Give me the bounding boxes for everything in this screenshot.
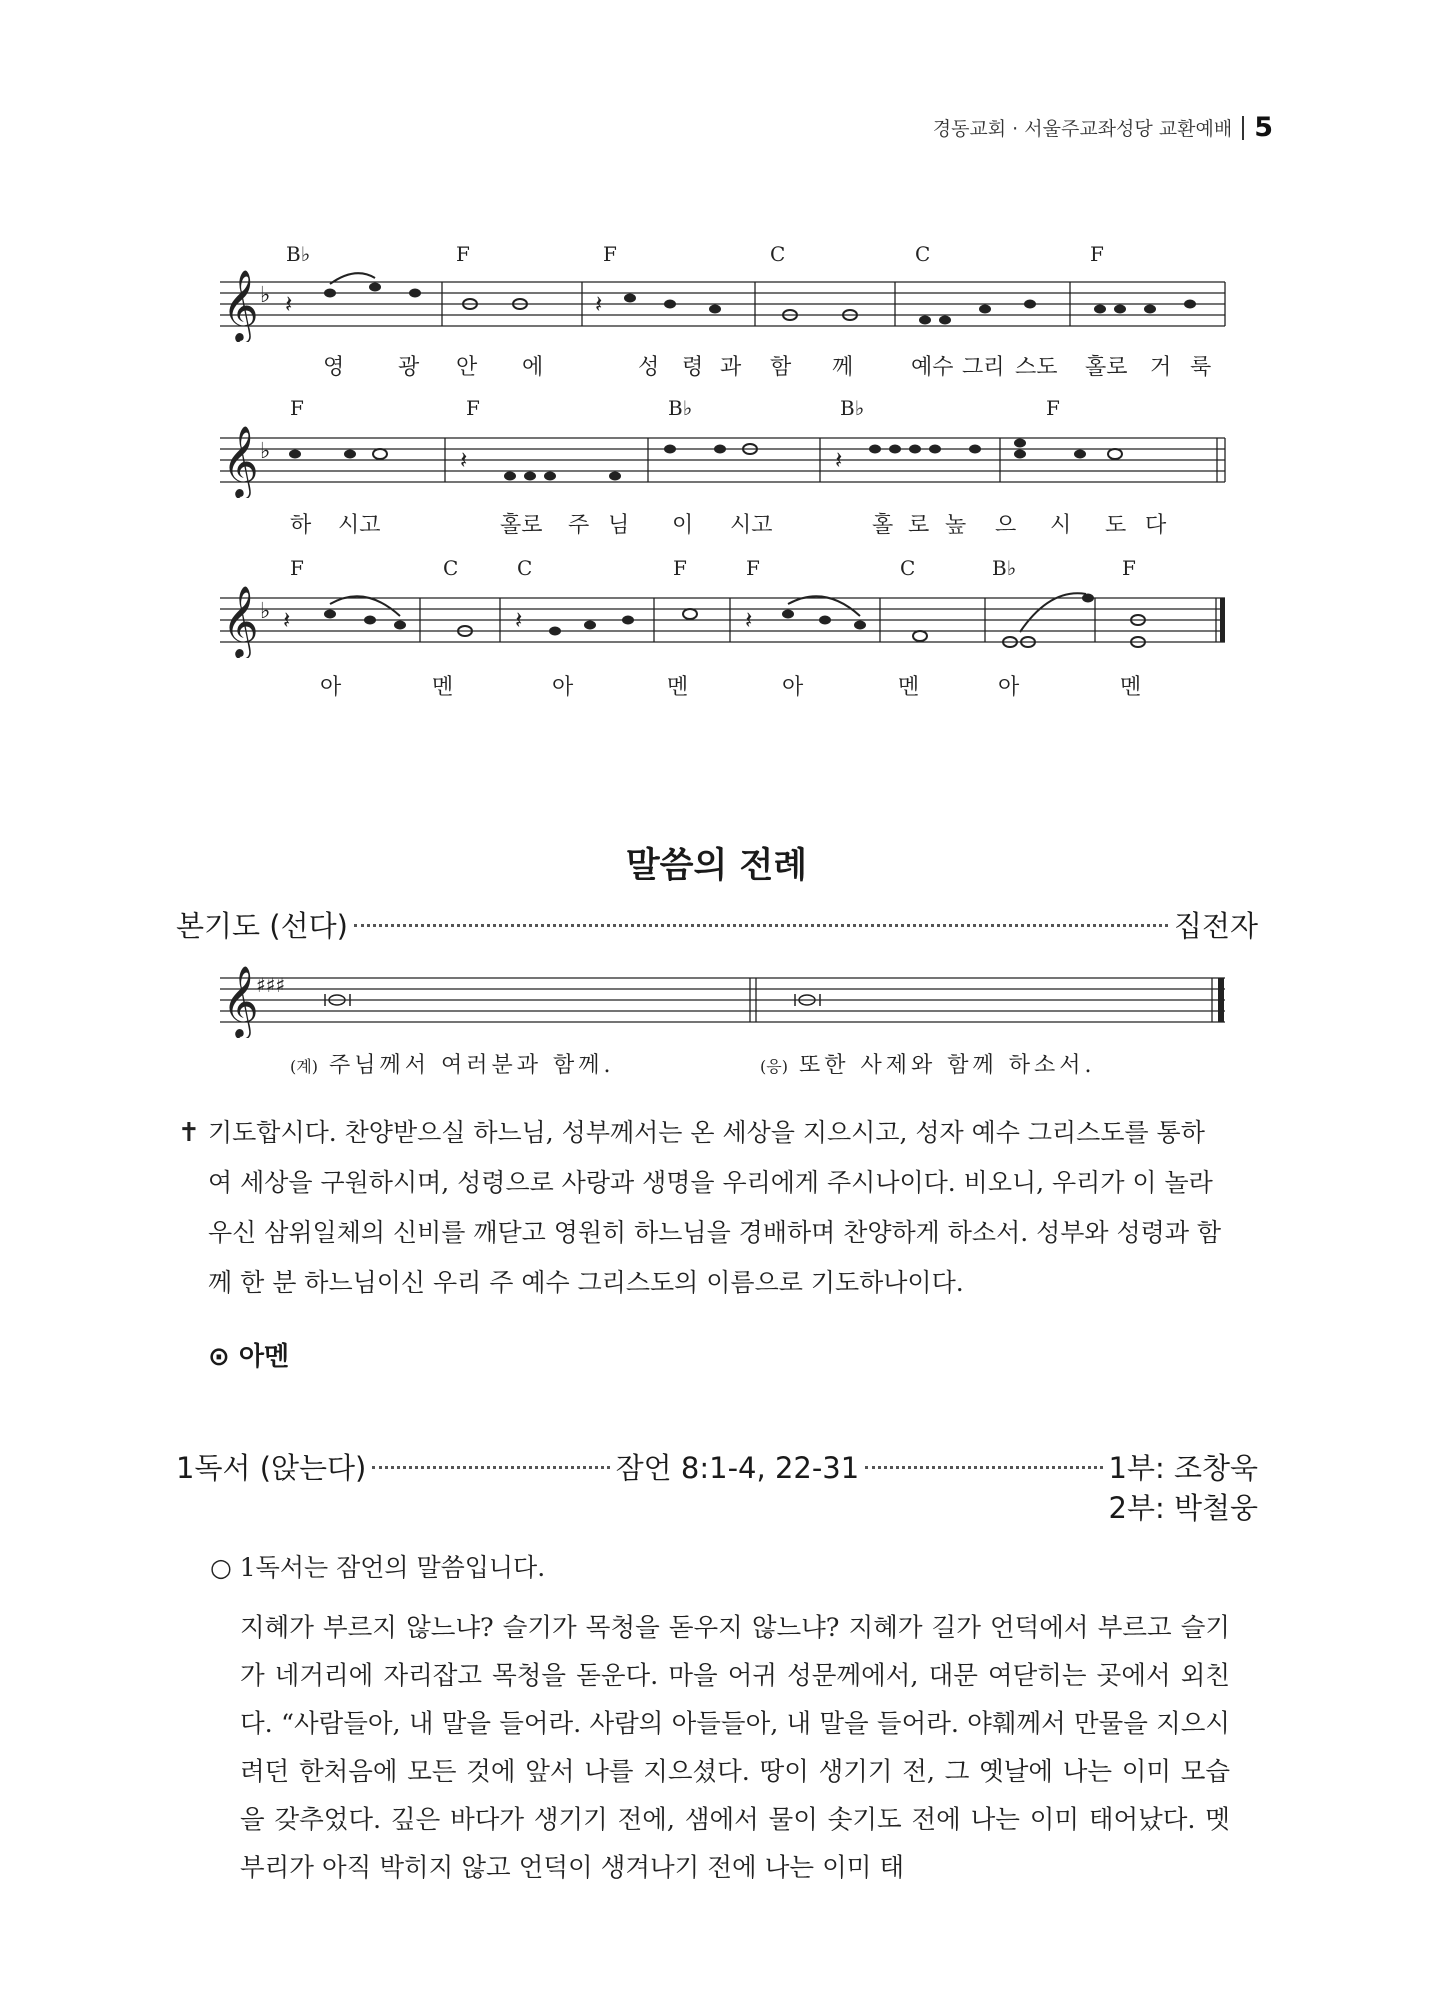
lyric-syllable: 성 — [638, 355, 660, 380]
lyric-syllable: 룩 — [1190, 355, 1212, 380]
lyric-syllable: 시고 — [338, 513, 381, 538]
chord: C — [900, 556, 916, 580]
lyric-syllable: 높 — [945, 513, 967, 538]
chord: C — [770, 242, 786, 266]
lyric-syllable: 시 — [1050, 513, 1072, 538]
collect-line — [176, 904, 1258, 945]
lyric-syllable: 멘 — [898, 675, 920, 700]
chord: F — [1046, 396, 1060, 420]
chord: F — [673, 556, 687, 580]
lyric-syllable: 하 — [290, 513, 312, 538]
lyric-syllable: 홀 — [872, 513, 894, 538]
lyric-syllable: 홀로 — [500, 513, 543, 538]
amen-response — [208, 1336, 289, 1373]
lyric-syllable: 에 — [522, 355, 544, 380]
reader-2: 2부: 박철웅 — [1108, 1491, 1258, 1525]
lyric-syllable: 홀로 — [1085, 355, 1128, 380]
reading-line — [176, 1446, 1258, 1487]
svg-text:♭: ♭ — [260, 599, 271, 624]
chord: F — [290, 556, 304, 580]
chord: F — [456, 242, 470, 266]
versicle-text: 주님께서 여러분과 함께. — [328, 1053, 615, 1078]
lyric-syllable: 이 — [672, 513, 694, 538]
svg-text:♭: ♭ — [260, 283, 271, 308]
svg-text:𝄞: 𝄞 — [222, 424, 259, 497]
header-title: 경동교회 · 서울주교좌성당 교환예배 — [932, 118, 1233, 140]
cross-icon: ✝ — [178, 1118, 200, 1148]
chord: B♭ — [286, 242, 311, 266]
lyric-syllable: 아 — [320, 675, 342, 700]
chord: B♭ — [992, 556, 1017, 580]
lyric-syllable: 으 — [995, 513, 1017, 538]
svg-text:𝄽: 𝄽 — [595, 290, 603, 318]
versicle-mark: (계) — [290, 1057, 318, 1076]
svg-text:𝄽: 𝄽 — [835, 446, 843, 474]
lyric-syllable: 아 — [782, 675, 804, 700]
reader-1: 1부: 조창욱 — [1108, 1451, 1259, 1485]
lyric-syllable: 멘 — [667, 675, 689, 700]
response-text: 또한 사제와 함께 하소서. — [798, 1053, 1096, 1078]
svg-text:𝄞: 𝄞 — [222, 268, 259, 341]
lyric-syllable: 아 — [998, 675, 1020, 700]
chord: F — [1122, 556, 1136, 580]
svg-text:𝄞: 𝄞 — [222, 584, 259, 657]
lyric-syllable: 시고 — [730, 513, 773, 538]
lyric-syllable: 도 — [1105, 513, 1127, 538]
chant-staff — [220, 958, 1230, 1038]
page-number: 5 — [1254, 112, 1273, 143]
lyric-syllable: 님 — [608, 513, 630, 538]
svg-text:♭: ♭ — [260, 439, 271, 464]
chord: F — [603, 242, 617, 266]
lyric-syllable: 멘 — [1120, 675, 1142, 700]
lyric-syllable: 영 — [323, 355, 345, 380]
chord: C — [443, 556, 459, 580]
collect-prayer — [178, 1108, 1228, 1308]
prayer-text: 기도합시다. 찬양받으실 하느님, 성부께서는 온 세상을 지으시고, 성자 예수 그리스도를 통하여 세상을 구원하시며, 성령으로 사랑과 생명을 우리에게 주시나이다. 비오니, 우리가 이 놀라우신 삼위일체의 신비를 깨닫고 영원히 하느님을 경배하며 찬양하게 하소서. 성부와 성령과 함께 한 분 하느님이신 우리 주 예수 그리스도의 이름으로 기도하나이다. — [208, 1118, 1222, 1297]
music-staff — [220, 418, 1230, 498]
svg-text:𝄽: 𝄽 — [285, 290, 293, 318]
response-mark: (응) — [760, 1057, 788, 1076]
music-staff — [220, 578, 1230, 658]
svg-text:𝄽: 𝄽 — [745, 606, 753, 634]
dot-leader — [372, 1466, 609, 1469]
header-divider — [1242, 116, 1244, 140]
collect-leader: 집전자 — [1173, 909, 1258, 943]
lyric-syllable: 그리 — [962, 355, 1005, 380]
lyric-syllable: 과 — [720, 355, 742, 380]
running-header — [933, 112, 1273, 143]
chord: F — [466, 396, 480, 420]
response — [760, 1048, 1095, 1079]
section-title: 말씀의 전례 — [625, 846, 808, 886]
lyric-syllable: 멘 — [432, 675, 454, 700]
versicle — [290, 1048, 614, 1079]
chord: F — [1090, 242, 1104, 266]
music-staff — [220, 262, 1230, 342]
reading-label: 1독서 (앉는다) — [176, 1451, 367, 1485]
amen-text: 아멘 — [238, 1342, 290, 1372]
dot-leader — [865, 1466, 1102, 1469]
lyric-syllable: 령 — [682, 355, 704, 380]
lyric-syllable: 다 — [1145, 513, 1167, 538]
lyric-syllable: 로 — [908, 513, 930, 538]
chord: B♭ — [668, 396, 693, 420]
lyric-syllable: 스도 — [1015, 355, 1058, 380]
lyric-syllable: 주 — [568, 513, 590, 538]
reading-intro: ○ 1독서는 잠언의 말씀입니다. — [210, 1553, 546, 1582]
chord: F — [746, 556, 760, 580]
svg-text:♯♯♯: ♯♯♯ — [256, 973, 286, 997]
chord: F — [290, 396, 304, 420]
lyric-syllable: 안 — [456, 355, 478, 380]
response-marker-icon: ⊙ — [208, 1342, 230, 1372]
lyric-syllable: 광 — [398, 355, 420, 380]
collect-label: 본기도 (선다) — [176, 909, 348, 943]
lyric-syllable: 예수 — [911, 355, 954, 380]
svg-text:𝄽: 𝄽 — [283, 606, 291, 634]
lyric-syllable: 함 — [770, 355, 792, 380]
svg-text:𝄞: 𝄞 — [222, 964, 259, 1037]
svg-text:𝄽: 𝄽 — [460, 446, 468, 474]
chord: C — [517, 556, 533, 580]
dot-leader — [354, 924, 1168, 927]
lyric-syllable: 께 — [832, 355, 854, 380]
svg-text:𝄽: 𝄽 — [515, 606, 523, 634]
reading-reference: 잠언 8:1-4, 22-31 — [615, 1451, 860, 1485]
chord: C — [915, 242, 931, 266]
lyric-syllable: 거 — [1150, 355, 1172, 380]
chord: B♭ — [840, 396, 865, 420]
lyric-syllable: 아 — [552, 675, 574, 700]
scripture-text: 지혜가 부르지 않느냐? 슬기가 목청을 돋우지 않느냐? 지혜가 길가 언덕에서 부르고 슬기가 네거리에 자리잡고 목청을 돋운다. 마을 어귀 성문께에서, 대문 여닫히는 곳에서 외친다. “사람들아, 내 말을 들어라. 사람의 아들들아, 내 말을 들어라. 야훼께서 만물을 지으시려던 한처음에 모든 것에 앞서 나를 지으셨다. 땅이 생기기 전, 그 옛날에 나는 이미 모습을 갖추었다. 깊은 바다가 생기기 전에, 샘에서 물이 솟기도 전에 나는 이미 태어났다. 멧부리가 아직 박히지 않고 언덕이 생겨나기 전에 나는 이미 태 — [240, 1613, 1230, 1883]
